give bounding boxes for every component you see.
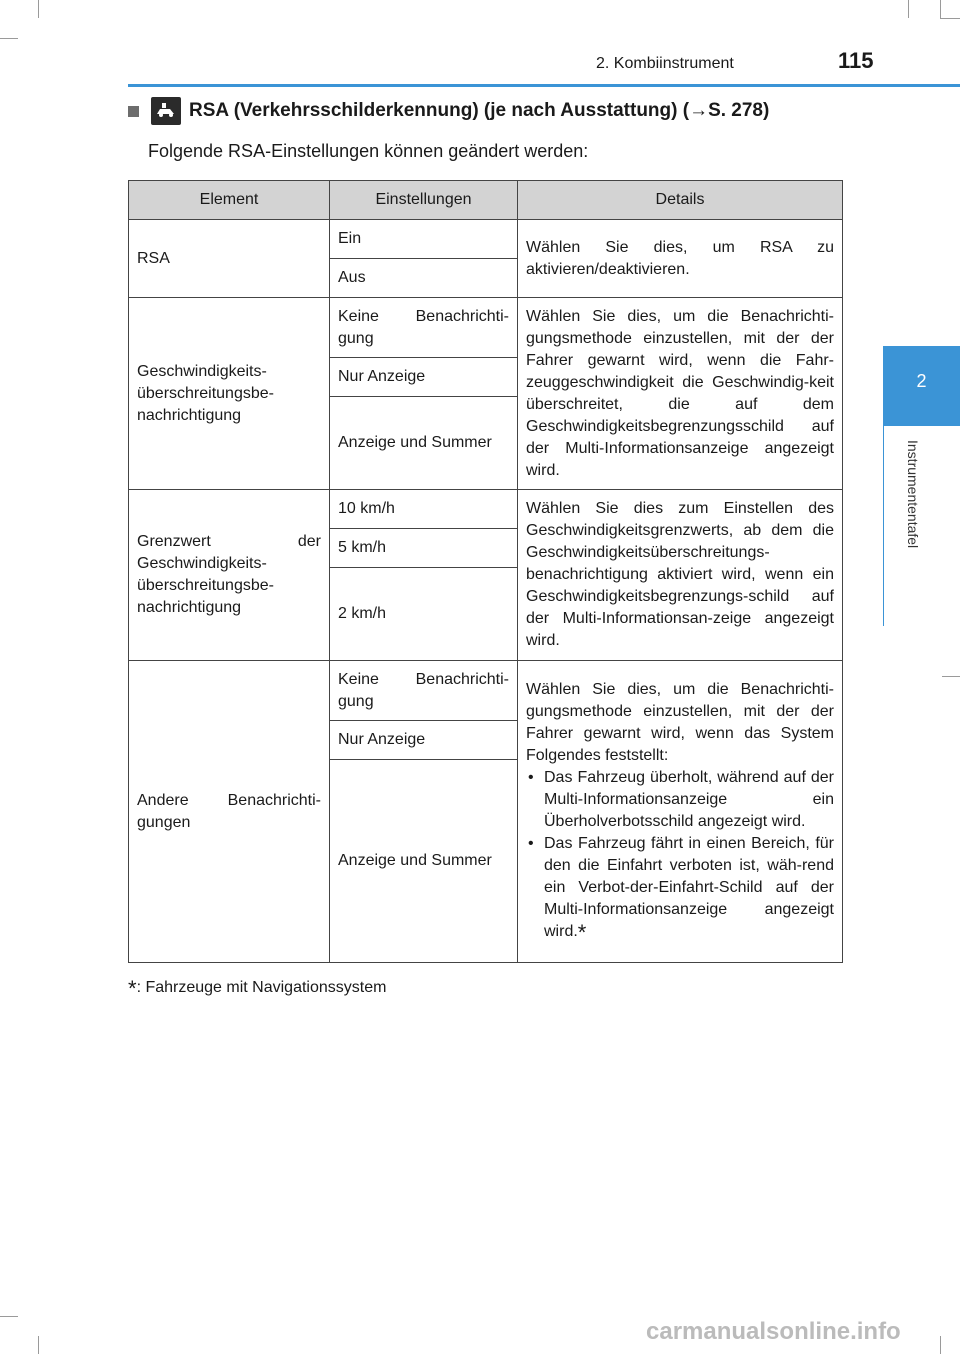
details-cell: Wählen Sie dies zum Einstellen des Geschwindigkeitsgrenzwerts, ab dem die Geschwindigkeitsüberschreitungs-benachrichtigung aktiviert wird, wenn ein Geschwindigkeitsbegrenzungs-schild auf der Multi-Informationsan-zeige angezeigt wird. (518, 490, 843, 661)
footnote (128, 976, 386, 1002)
page-number: 115 (838, 48, 874, 73)
element-cell: Geschwindigkeits-überschreitungsbe-nachrichtigung (129, 298, 330, 490)
crop-mark (0, 1316, 18, 1317)
setting-cell: 10 km/h (330, 490, 518, 529)
setting-cell: Anzeige und Summer (330, 397, 518, 490)
crop-mark (940, 0, 941, 18)
header-rule (128, 84, 960, 87)
setting-cell: Ein (330, 220, 518, 259)
crop-mark (940, 1336, 941, 1354)
crop-mark (0, 38, 18, 39)
element-cell: Grenzwert der Geschwindigkeits-überschreitungsbe-nachrichtigung (129, 490, 330, 661)
details-cell: Wählen Sie dies, um die Benachrichti-gungsmethode einzustellen, mit der der Fahrer gewarnt wird, wenn die Fahr-zeuggeschwindigkeit die Geschwindig-keit überschreitet, die auf dem Geschwindigkeitsbegrenzungsschild auf der Multi-Informationsanzeige angezeigt wird. (518, 298, 843, 490)
section-intro: Folgende RSA-Einstellungen können geändert werden: (148, 141, 589, 161)
list-item: • Das Fahrzeug überholt, während auf der Multi-Informationsanzeige ein Überholverbotsschild angezeigt wird. (544, 767, 834, 833)
crop-mark (942, 676, 960, 677)
watermark: carmanualsonline.info (646, 1318, 901, 1345)
table-row (129, 220, 843, 259)
chapter-side-label: Instrumententafel (905, 440, 921, 549)
footnote-star: * (128, 976, 137, 1001)
table-row (129, 661, 843, 721)
element-cell: Andere Benachrichti-gungen (129, 661, 330, 963)
column-header: Element (129, 181, 330, 220)
setting-cell: Anzeige und Summer (330, 760, 518, 963)
details-cell: Wählen Sie dies, um RSA zu aktivieren/deaktivieren. (518, 220, 843, 298)
crop-mark (38, 0, 39, 18)
section-heading (128, 97, 769, 125)
crop-mark (38, 1336, 39, 1354)
tab-divider (883, 426, 884, 626)
list-item-text: Das Fahrzeug fährt in einen Bereich, für den die Einfahrt verboten ist, wäh-rend ein Verbot-der-Einfahrt-Schild auf der Multi-Informationsanzeige angezeigt wird. (544, 835, 834, 940)
setting-cell: Nur Anzeige (330, 721, 518, 760)
details-intro: Wählen Sie dies, um die Benachrichti-gungsmethode einzustellen, mit der der Fahrer gewarnt wird, wenn das System Folgendes feststellt: (526, 681, 834, 764)
details-cell (518, 661, 843, 963)
traffic-sign-car-icon (151, 97, 181, 125)
square-bullet-icon (128, 106, 139, 117)
setting-cell: 2 km/h (330, 568, 518, 661)
chapter-tab: 2 (883, 346, 960, 426)
crop-mark (908, 0, 909, 18)
section-heading-text: RSA (Verkehrsschilderkennung) (je nach Ausstattung) (→S. 278) (189, 100, 770, 121)
setting-cell: Nur Anzeige (330, 358, 518, 397)
chapter-title: 2. Kombiinstrument (596, 55, 734, 72)
column-header: Details (518, 181, 843, 220)
table-header-row (129, 181, 843, 220)
element-cell: RSA (129, 220, 330, 298)
table-row (129, 298, 843, 358)
table-row (129, 490, 843, 529)
setting-cell: Aus (330, 259, 518, 298)
column-header: Einstellungen (330, 181, 518, 220)
footnote-text: : Fahrzeuge mit Navigationssystem (136, 979, 387, 996)
rsa-settings-table (128, 180, 843, 963)
crop-mark (940, 18, 960, 19)
list-item (544, 833, 834, 944)
setting-cell: Keine Benachrichti-gung (330, 298, 518, 358)
setting-cell: 5 km/h (330, 529, 518, 568)
details-bullet-list (526, 767, 834, 944)
setting-cell: Keine Benachrichti-gung (330, 661, 518, 721)
footnote-star: * (577, 920, 587, 945)
